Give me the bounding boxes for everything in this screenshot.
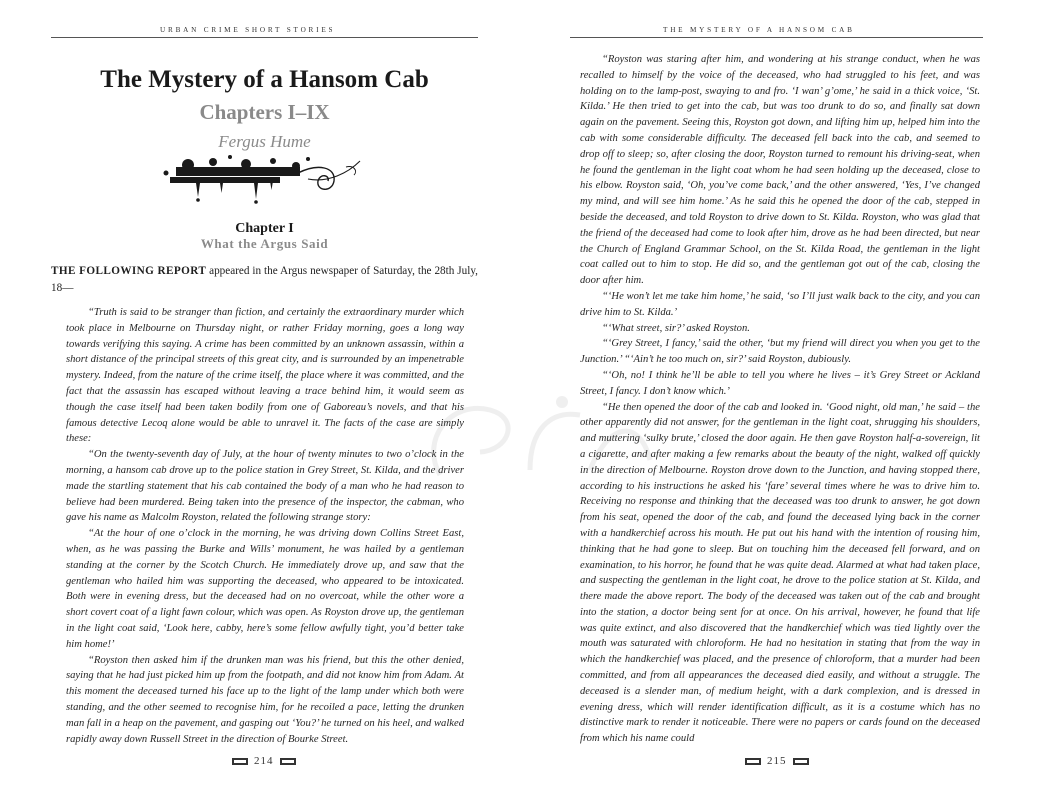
intro-paragraph <box>51 263 478 296</box>
paragraph: “On the twenty-seventh day of July, at the hour of twenty minutes to two o’clock in the morning, a hansom cab drove up to the police station in Grey Street, St. Kilda, and the driver made the startling statement that his cab contained the body of a man who he had reason to believe had been murdered. Being taken into the presence of the inspector, the cabman, who gave his name as Malcolm Royston, related the following strange story: <box>66 449 464 524</box>
decorative-folio-bracket-icon <box>745 758 761 765</box>
decorative-folio-bracket-icon <box>232 758 248 765</box>
paragraph: “Royston then asked him if the drunken man was his friend, but this the other denied, saying that he had just picked him up from the footpath, and did not know him from Adam. At this moment the deceased turned his face up to the light of the lamp under which both were standing, and the other seemed to recognise him, for he recoiled a pace, letting the drunken man fall in a heap on the pavement, and gasping out ‘You?’ he turned on his heel, and walked rapidly away down Russell Street in the direction of Bourke Street. <box>66 654 464 745</box>
chapter-number: Chapter I <box>235 221 294 236</box>
story-title: The Mystery of a Hansom Cab <box>100 66 429 93</box>
folio-number: 214 <box>254 755 274 767</box>
page-number <box>232 755 296 767</box>
decorative-folio-bracket-icon <box>280 758 296 765</box>
paragraph: “‘Oh, no! I think he’ll be able to tell you where he lives – it’s Grey Street or Ackland Street, I fancy. I don’t know which.’ <box>580 369 980 397</box>
quoted-report <box>66 305 464 747</box>
paragraph: “‘Grey Street, I fancy,’ said the other, ‘but my friend will direct you when you get to the Junction.’ “‘Ain’t he too much on, sir?’ said Royston, dubiously. <box>580 338 980 366</box>
right-page <box>523 0 1046 800</box>
story-subtitle: Chapters I–IX <box>199 100 330 124</box>
intro-lead: THE FOLLOWING REPORT <box>51 265 207 277</box>
header-rule <box>570 37 983 38</box>
folio-number: 215 <box>767 755 787 767</box>
chapter-title: What the Argus Said <box>200 236 329 251</box>
running-head: THE MYSTERY OF A HANSOM CAB <box>663 26 855 34</box>
paragraph: “Truth is said to be stranger than fiction, and certainly the extraordinary murder which took place in Melbourne on Thursday night, or rather Friday morning, goes a long way towards verifying this saying. A crime has been committed by an unknown assassin, within a short distance of the principal streets of this great city, and is surrounded by an impenetrable mystery. Indeed, from the nature of the crime itself, the place where it was committed, and the fact that the assassin has escaped without leaving a trace behind him, it would seem as though the case itself had been taken bodily from one of Gaboreau’s novels, and that his famous detective Lecoq alone would be able to unravel it. The facts of the case are simply these: <box>66 307 464 445</box>
running-head: URBAN CRIME SHORT STORIES <box>160 26 336 34</box>
paragraph: “Royston was staring after him, and wondering at his strange conduct, when he was recalled to himself by the voice of the deceased, who had struggled to his feet, and was holding on to the lamp-post, swaying to and fro. ‘I wan’ g’ome,’ he said in a thick voice, ‘St. Kilda.’ He then tried to get into the cab, but was too drunk to do so, and finally sat down again on the pavement. Seeing this, Royston got down, and lifting him up, helped him into the cab with some considerable difficulty. The deceased fell back into the cab, and seemed to drop off to sleep; so, after closing the door, Royston turned to remount his driving-seat, when he found the gentleman in the light coat whom he had seen holding up the deceased, close to his elbow. Royston said, ‘Oh, you’ve come back,’ and the other answered, ‘Yes, I’ve changed my mind, and will see him home.’ As he said this he opened the door of the cab, stepped in beside the deceased, and told Royston to drive down to St. Kilda. Royston, who was glad that the friend of the deceased had come to look after him, drove as he had been directed, but near the Church of England Grammar School, on the St. Kilda Road, the gentleman in the light coat called out to him to stop. He did so, and the gentleman got out of the cab, closing the door after him. <box>580 54 980 287</box>
paragraph: “He then opened the door of the cab and looked in. ‘Good night, old man,’ he said – the other apparently did not answer, for the gentleman in the light coat, shrugging his shoulders, and muttering ‘sulky brute,’ closed the door again. He then gave Royston half-a-sovereign, lit a cigarette, and after making a few remarks about the beauty of the night, walked off quickly in the direction of Melbourne. Royston drove down to the Junction, and having stopped there, according to his instructions he asked his ‘fare’ several times where he was to drive him to. Receiving no response and thinking that the deceased was too drunk to answer, he got down from his seat, opened the door of the cab, and found the deceased lying back in the corner with a handkerchief across his mouth. He put out his hand with the intention of rousing him, thinking that he had gone to sleep. But on touching him the deceased fell forward, and on examination, to his horror, he found that he was quite dead. Alarmed at what had taken place, and suspecting the gentleman in the light coat, he drove to the police station at St. Kilda, and there made the above report. The body of the deceased was taken out of the cab and brought into the station, a doctor being sent for at once. On his arrival, however, he found that life was quite extinct, and also discovered that the handkerchief which was tied lightly over the mouth was saturated with chloroform. He had no hesitation in stating that from the way in which the handkerchief was placed, and the presence of chloroform, that a murder had been committed, and from all appearances the deceased died easily, and without a struggle. The deceased is a slender man, of medium height, with a dark complexion, and is dressed in evening dress, which will render identification difficult, as it is a costume which has no distinctive mark to render it noticeable. There were no papers or cards found on the deceased from which his name could <box>580 401 980 745</box>
paragraph: “‘He won’t let me take him home,’ he said, ‘so I’ll just walk back to the city, and you can drive him to St. Kilda.’ <box>580 290 980 318</box>
author-name: Fergus Hume <box>218 132 311 151</box>
paragraph: “‘What street, sir?’ asked Royston. <box>602 322 750 334</box>
paragraph: “At the hour of one o’clock in the morning, he was driving down Collins Street East, when, as he was passing the Burke and Wills’ monument, he was hailed by a gentleman standing at the corner by the Scotch Church. He immediately drove up, and saw that the gentleman who hailed him was supporting the deceased, who appeared to be intoxicated. Both were in evening dress, but the deceased had on no overcoat, while the other wore a short covert coat of a light fawn colour, which was open. As Royston drove up, the gentleman in the light coat said, ‘Look here, cabby, here’s some fellow awfully tight, you’d better take him home!’ <box>66 528 464 650</box>
page-number <box>745 755 809 767</box>
intro-text: appeared in the Argus newspaper of Saturday, the 28th July, 18— <box>51 265 478 294</box>
header-rule <box>51 37 478 38</box>
decorative-folio-bracket-icon <box>793 758 809 765</box>
ink-splatter-flourish-icon <box>158 153 368 205</box>
body-text <box>580 52 980 747</box>
